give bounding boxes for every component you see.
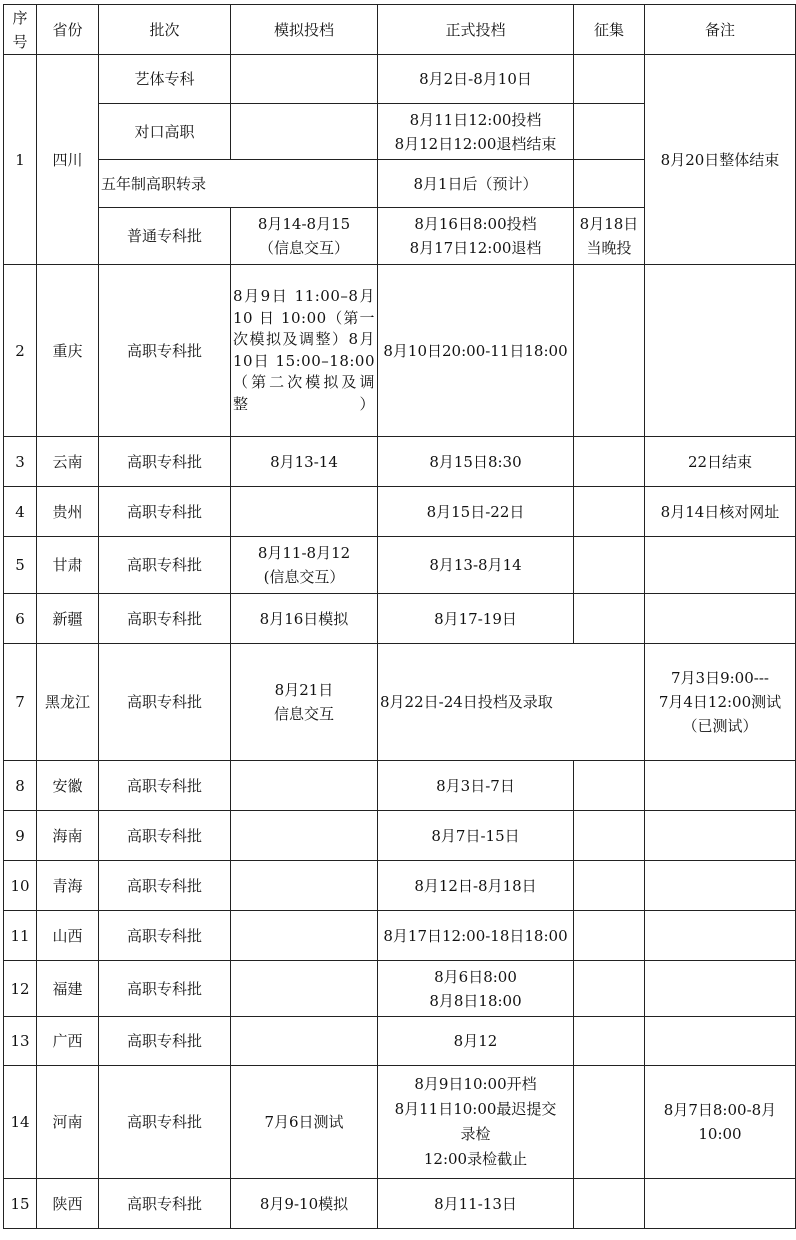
row-province: 黑龙江 [37,644,99,761]
row-formal: 8月12 [378,1017,574,1066]
row-mock [231,104,378,160]
row-batch: 艺体专科 [99,55,231,104]
admission-schedule-table [3,4,796,1229]
row-formal: 8月2日-8月10日 [378,55,574,104]
row-no: 15 [4,1179,37,1229]
table-row [4,861,796,911]
remark-line: 7月4日12:00测试 [658,693,782,711]
row-no: 5 [4,537,37,594]
row-province: 广西 [37,1017,99,1066]
table-row [4,961,796,1017]
row-mock: 8月13-14 [231,437,378,487]
row-formal: 8月1日后（预计） [378,160,574,208]
table-row [4,1179,796,1229]
row-collect [574,437,645,487]
header-mock: 模拟投档 [231,5,378,55]
row-mock: 7月6日测试 [231,1066,378,1179]
row-province: 安徽 [37,761,99,811]
row-province: 河南 [37,1066,99,1179]
row-remark [645,911,796,961]
row-batch: 高职专科批 [99,761,231,811]
row-collect [574,55,645,104]
row-batch: 高职专科批 [99,265,231,437]
row-batch: 高职专科批 [99,861,231,911]
remark-line: 8月7日8:00-8月 [663,1101,777,1119]
row-collect [574,1179,645,1229]
row-formal [378,1066,574,1179]
row-no: 13 [4,1017,37,1066]
row-batch: 高职专科批 [99,644,231,761]
table-row [4,487,796,537]
row-formal: 8月15日-22日 [378,487,574,537]
row-formal [378,104,574,160]
row-remark [645,537,796,594]
collect-line: 当晚投 [586,239,632,257]
row-mock: 8月9-10模拟 [231,1179,378,1229]
remark-line: 7月3日9:00--- [671,669,769,687]
row-no: 6 [4,594,37,644]
row-formal: 8月12日-8月18日 [378,861,574,911]
mock-line: 8月14-8月15 [257,215,351,233]
table-row [4,1017,796,1066]
formal-line: 8月12日12:00退档结束 [394,134,557,153]
row-batch: 高职专科批 [99,911,231,961]
row-no: 1 [4,55,37,265]
row-batch: 高职专科批 [99,437,231,487]
row-formal [378,208,574,265]
row-batch: 高职专科批 [99,594,231,644]
row-mock [231,961,378,1017]
table-row [4,811,796,861]
header-province: 省份 [37,5,99,55]
row-formal: 8月15日8:30 [378,437,574,487]
row-collect [574,594,645,644]
header-no: 序号 [4,5,37,55]
row-batch: 五年制高职转录 [99,160,378,208]
row-no: 9 [4,811,37,861]
row-mock [231,761,378,811]
header-remark: 备注 [645,5,796,55]
row-remark [645,644,796,761]
row-batch: 对口高职 [99,104,231,160]
row-province: 海南 [37,811,99,861]
row-remark [645,961,796,1017]
header-formal: 正式投档 [378,5,574,55]
row-collect [574,861,645,911]
row-collect [574,208,645,265]
row-formal [378,961,574,1017]
row-remark [645,811,796,861]
formal-line: 录检 [460,1125,491,1143]
row-no: 10 [4,861,37,911]
row-batch: 高职专科批 [99,1066,231,1179]
row-batch: 高职专科批 [99,1179,231,1229]
row-collect [574,961,645,1017]
row-collect [574,811,645,861]
row-formal: 8月10日20:00-11日18:00 [378,265,574,437]
remark-line: （已测试） [682,717,758,735]
row-mock: 8月9日 11:00–8月 10 日 10:00（第一次模拟及调整）8月10日 15:00–18:00（第二次模拟及调整） [231,265,378,437]
row-mock [231,811,378,861]
row-formal: 8月11-13日 [378,1179,574,1229]
table-row [4,437,796,487]
row-collect [574,104,645,160]
row-batch: 普通专科批 [99,208,231,265]
row-mock [231,644,378,761]
row-remark [645,761,796,811]
row-batch: 高职专科批 [99,961,231,1017]
row-formal: 8月17日12:00-18日18:00 [378,911,574,961]
mock-line: （信息交互） [258,239,349,257]
table-row [4,594,796,644]
row-batch: 高职专科批 [99,811,231,861]
row-province: 陕西 [37,1179,99,1229]
formal-line: 12:00录检截止 [423,1150,528,1168]
row-batch: 高职专科批 [99,487,231,537]
row-mock [231,1017,378,1066]
row-remark: 8月20日整体结束 [645,55,796,265]
row-province: 新疆 [37,594,99,644]
row-mock [231,55,378,104]
row-remark [645,594,796,644]
row-no: 14 [4,1066,37,1179]
row-province: 四川 [37,55,99,265]
row-remark: 22日结束 [645,437,796,487]
collect-line: 8月18日 [579,215,639,233]
row-no: 4 [4,487,37,537]
row-remark [645,265,796,437]
table-row [4,761,796,811]
table-row [4,1066,796,1179]
header-collect: 征集 [574,5,645,55]
row-collect [574,537,645,594]
row-batch: 高职专科批 [99,537,231,594]
formal-line: 8月11日12:00投档 [409,110,542,129]
formal-line: 8月9日10:00开档 [414,1075,537,1093]
mock-line: (信息交互） [263,568,345,586]
row-collect [574,1017,645,1066]
header-batch: 批次 [99,5,231,55]
row-batch: 高职专科批 [99,1017,231,1066]
remark-line: 10:00 [698,1125,742,1143]
mock-line: 信息交互 [273,705,334,723]
table-row [4,537,796,594]
row-province: 福建 [37,961,99,1017]
formal-line: 8月11日10:00最迟提交 [394,1100,557,1118]
row-collect [574,911,645,961]
row-no: 3 [4,437,37,487]
row-mock [231,537,378,594]
row-no: 8 [4,761,37,811]
table-row [4,911,796,961]
row-province: 云南 [37,437,99,487]
row-mock [231,487,378,537]
row-mock [231,208,378,265]
row-collect [574,160,645,208]
table-row [4,265,796,437]
row-collect [574,1066,645,1179]
row-mock: 8月16日模拟 [231,594,378,644]
table-row [4,644,796,761]
row-formal: 8月7日-15日 [378,811,574,861]
row-no: 11 [4,911,37,961]
row-mock [231,911,378,961]
formal-line: 8月6日8:00 [434,967,517,986]
row-remark: 8月14日核对网址 [645,487,796,537]
header-row [4,5,796,55]
mock-line: 8月21日 [274,681,334,699]
row-no: 2 [4,265,37,437]
table-row [4,55,796,104]
row-province: 青海 [37,861,99,911]
row-remark [645,861,796,911]
row-remark [645,1066,796,1179]
formal-line: 8月16日8:00投档 [414,215,537,233]
row-formal: 8月13-8月14 [378,537,574,594]
row-province: 山西 [37,911,99,961]
formal-line: 8月17日12:00退档 [409,239,542,257]
row-mock [231,861,378,911]
formal-line: 8月8日18:00 [429,991,522,1010]
row-collect [574,265,645,437]
row-formal: 8月22日-24日投档及录取 [378,644,645,761]
mock-line: 8月11-8月12 [257,544,351,562]
row-province: 甘肃 [37,537,99,594]
row-no: 7 [4,644,37,761]
row-no: 12 [4,961,37,1017]
row-collect [574,487,645,537]
row-formal: 8月3日-7日 [378,761,574,811]
row-remark [645,1179,796,1229]
row-collect [574,761,645,811]
row-remark [645,1017,796,1066]
row-province: 贵州 [37,487,99,537]
row-formal: 8月17-19日 [378,594,574,644]
row-province: 重庆 [37,265,99,437]
